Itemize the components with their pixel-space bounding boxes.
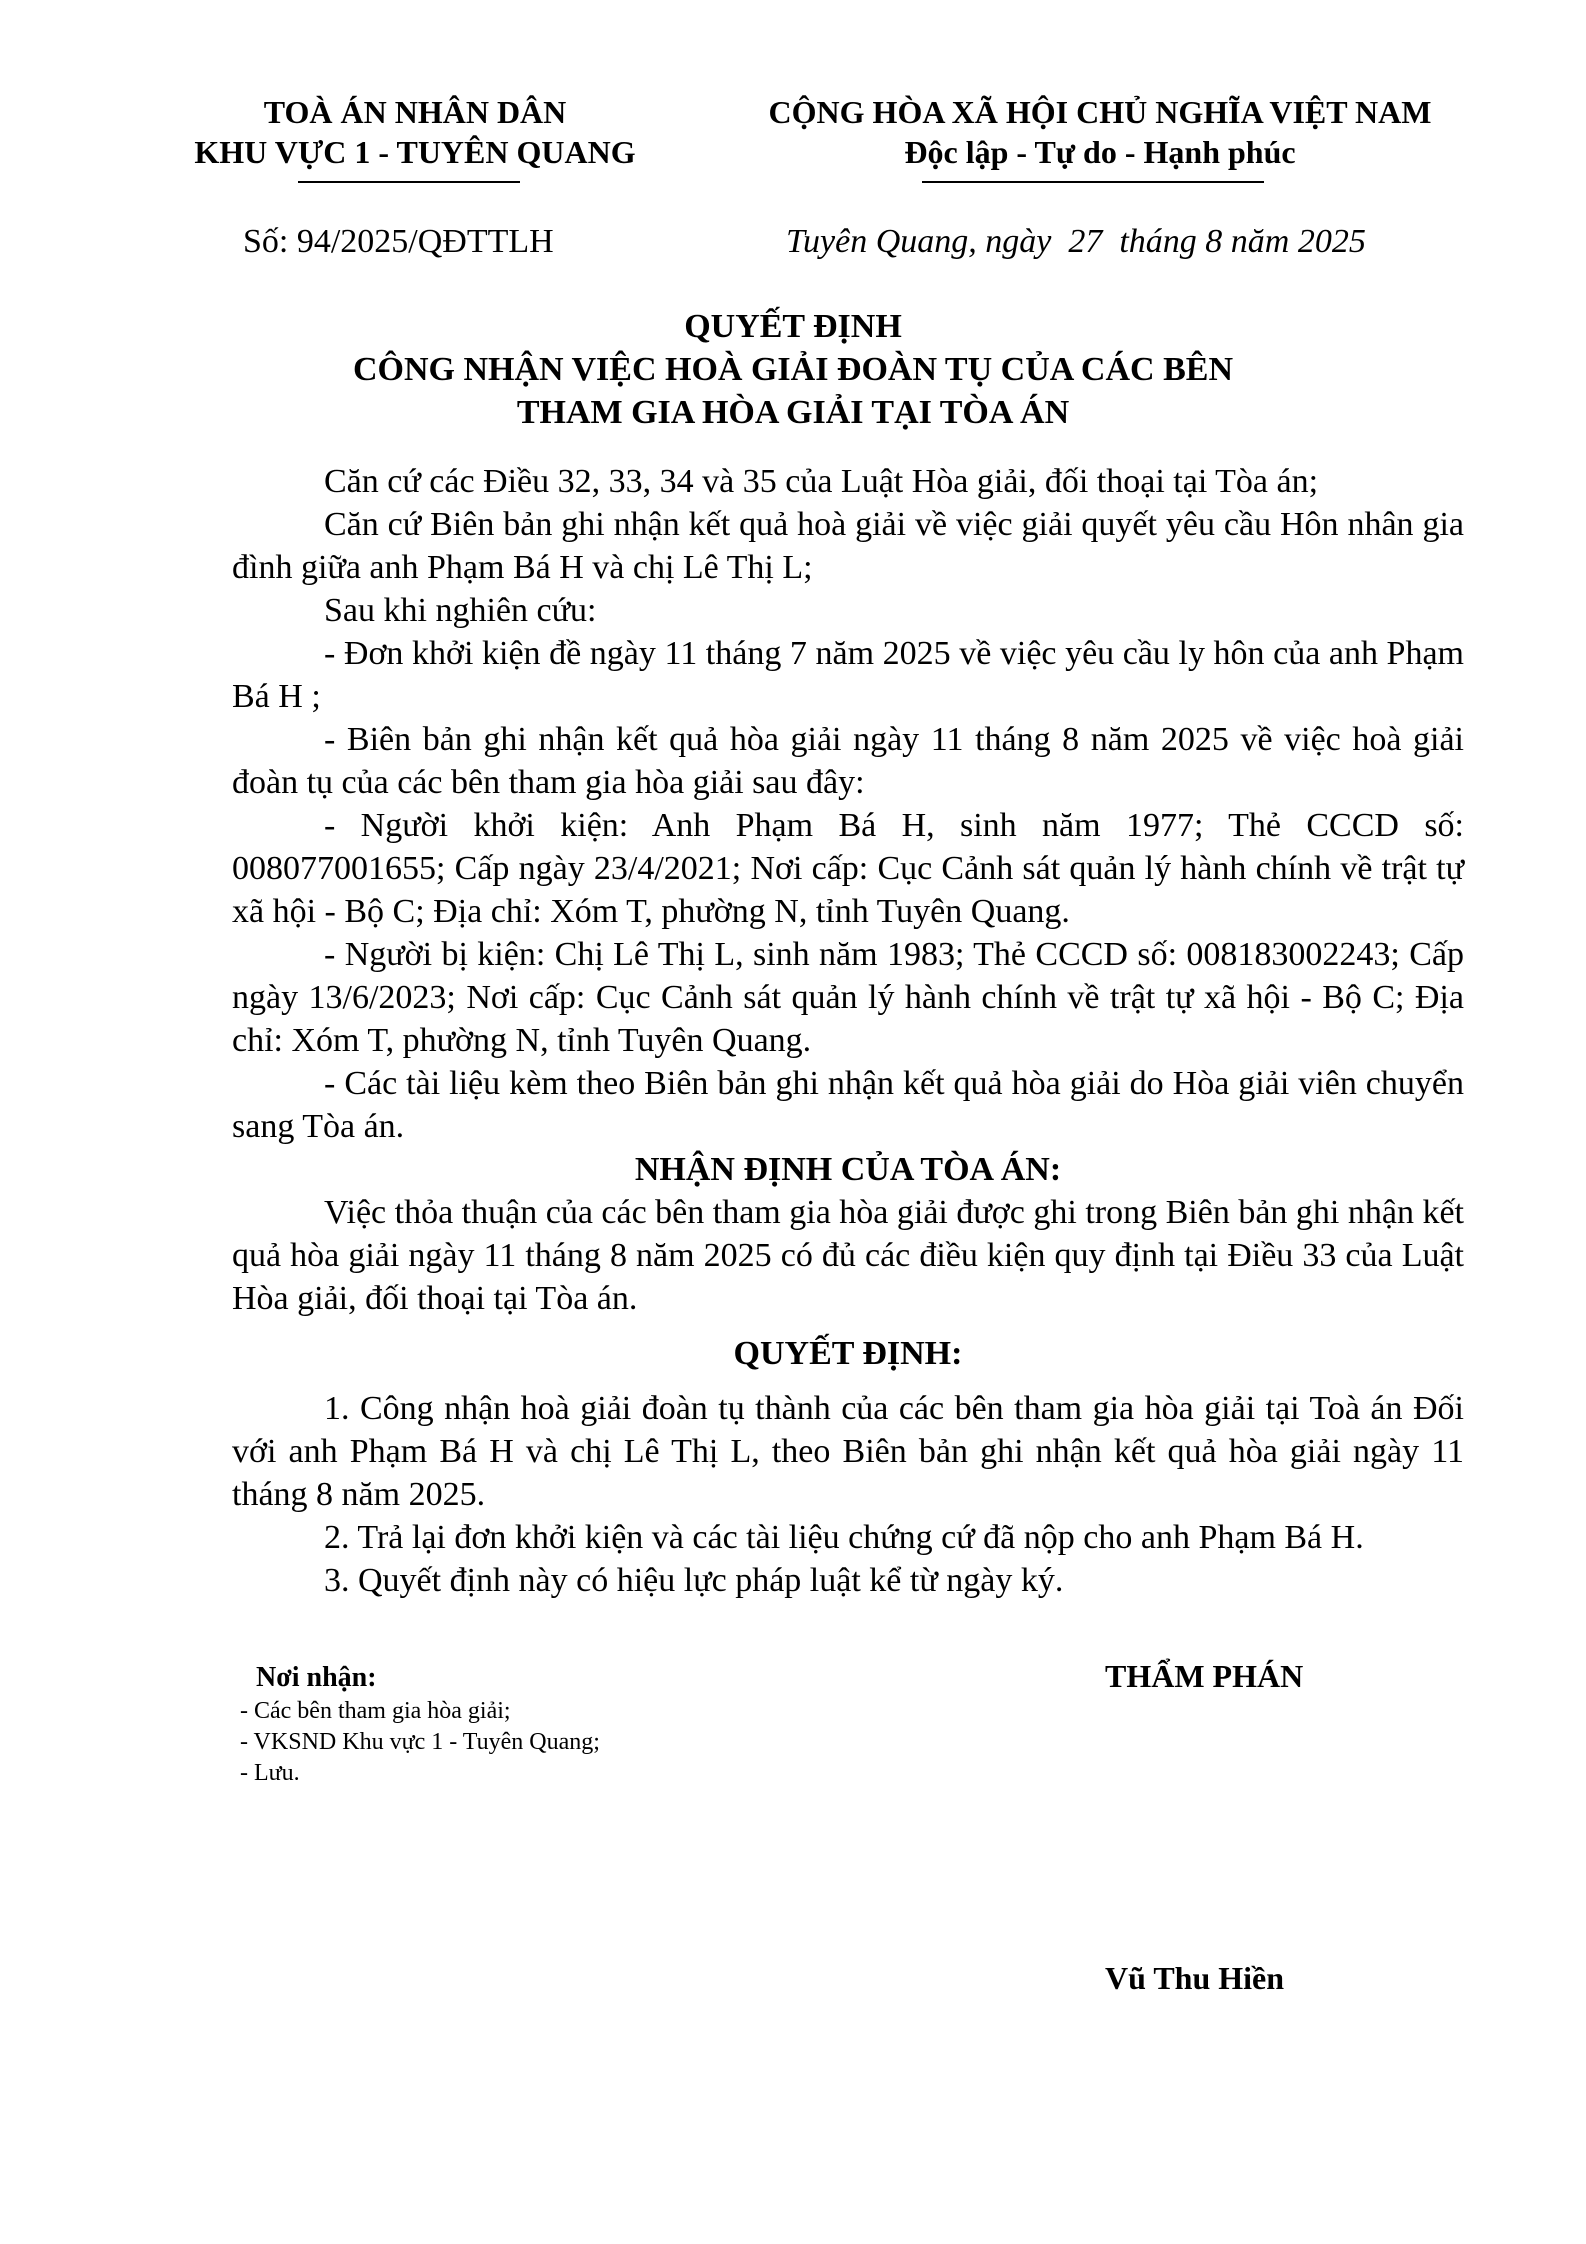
title-line1: QUYẾT ĐỊNH <box>684 308 902 345</box>
recipients-block <box>240 1660 600 1789</box>
place-date: Tuyên Quang, ngày 27 tháng 8 năm 2025 <box>786 223 1366 260</box>
recipient-item: - Các bên tham gia hòa giải; <box>240 1698 511 1724</box>
document-title <box>0 305 1586 434</box>
nation-motto: Độc lập - Tự do - Hạnh phúc <box>904 134 1296 170</box>
signer-name: Vũ Thu Hiền <box>1105 1960 1285 1996</box>
decision-item-3: 3. Quyết định này có hiệu lực pháp luật kể từ ngày ký. <box>324 1562 1064 1599</box>
plaintiff-info: - Người khởi kiện: Anh Phạm Bá H, sinh năm 1977; Thẻ CCCD số: 008077001655; Cấp ngày 23/4/2021; Nơi cấp: Cục Cảnh sát quản lý hành chính về trật tự xã hội - Bộ C; Địa chỉ: Xóm T, phường N, tỉnh Tuyên Quang. <box>232 807 1464 930</box>
after-review: Sau khi nghiên cứu: <box>324 592 597 629</box>
signer-role: THẨM PHÁN <box>1105 1658 1304 1694</box>
court-name-line2: KHU VỰC 1 - TUYÊN QUANG <box>194 134 636 170</box>
decision-heading: QUYẾT ĐỊNH: <box>733 1335 963 1372</box>
document-body <box>232 460 1464 1602</box>
nation-header-rule <box>922 181 1264 183</box>
recipient-item: - Lưu. <box>240 1760 300 1786</box>
assessment-text: Việc thỏa thuận của các bên tham gia hòa giải được ghi trong Biên bản ghi nhận kết quả hòa giải ngày 11 tháng 8 năm 2025 có đủ các điều kiện quy định tại Điều 33 của Luật Hòa giải, đối thoại tại Tòa án. <box>232 1194 1464 1317</box>
assessment-heading: NHẬN ĐỊNH CỦA TÒA ÁN: <box>634 1151 1062 1188</box>
title-line2: CÔNG NHẬN VIỆC HOÀ GIẢI ĐOÀN TỤ CỦA CÁC BÊN <box>353 351 1233 388</box>
mediation-record: - Biên bản ghi nhận kết quả hòa giải ngày 11 tháng 8 năm 2025 về việc hoà giải đoàn tụ của các bên tham gia hòa giải sau đây: <box>232 721 1464 801</box>
legal-basis-1: Căn cứ các Điều 32, 33, 34 và 35 của Luật Hòa giải, đối thoại tại Tòa án; <box>324 463 1319 500</box>
document-number: Số: 94/2025/QĐTTLH <box>243 223 554 260</box>
title-line3: THAM GIA HÒA GIẢI TẠI TÒA ÁN <box>516 394 1070 431</box>
nation-header <box>720 92 1480 172</box>
court-header <box>150 92 680 172</box>
recipients-heading: Nơi nhận: <box>256 1662 377 1693</box>
complaint-petition: - Đơn khởi kiện đề ngày 11 tháng 7 năm 2025 về việc yêu cầu ly hôn của anh Phạm Bá H ; <box>232 635 1464 715</box>
recipient-item: - VKSND Khu vực 1 - Tuyên Quang; <box>240 1729 600 1755</box>
nation-name: CỘNG HÒA XÃ HỘI CHỦ NGHĨA VIỆT NAM <box>768 94 1432 130</box>
court-header-rule <box>298 181 520 183</box>
court-name-line1: TOÀ ÁN NHÂN DÂN <box>263 94 567 130</box>
decision-item-1: 1. Công nhận hoà giải đoàn tụ thành của các bên tham gia hòa giải tại Toà án Đối với anh Phạm Bá H và chị Lê Thị L, theo Biên bản ghi nhận kết quả hòa giải ngày 11 tháng 8 năm 2025. <box>232 1390 1464 1513</box>
attached-documents: - Các tài liệu kèm theo Biên bản ghi nhận kết quả hòa giải do Hòa giải viên chuyển sang Tòa án. <box>232 1065 1464 1145</box>
decision-item-2: 2. Trả lại đơn khởi kiện và các tài liệu chứng cứ đã nộp cho anh Phạm Bá H. <box>324 1519 1364 1556</box>
defendant-info: - Người bị kiện: Chị Lê Thị L, sinh năm 1983; Thẻ CCCD số: 008183002243; Cấp ngày 13/6/2023; Nơi cấp: Cục Cảnh sát quản lý hành chính về trật tự xã hội - Bộ C; Địa chỉ: Xóm T, phường N, tỉnh Tuyên Quang. <box>232 936 1464 1059</box>
legal-basis-2: Căn cứ Biên bản ghi nhận kết quả hoà giải về việc giải quyết yêu cầu Hôn nhân gia đình giữa anh Phạm Bá H và chị Lê Thị L; <box>232 506 1464 586</box>
